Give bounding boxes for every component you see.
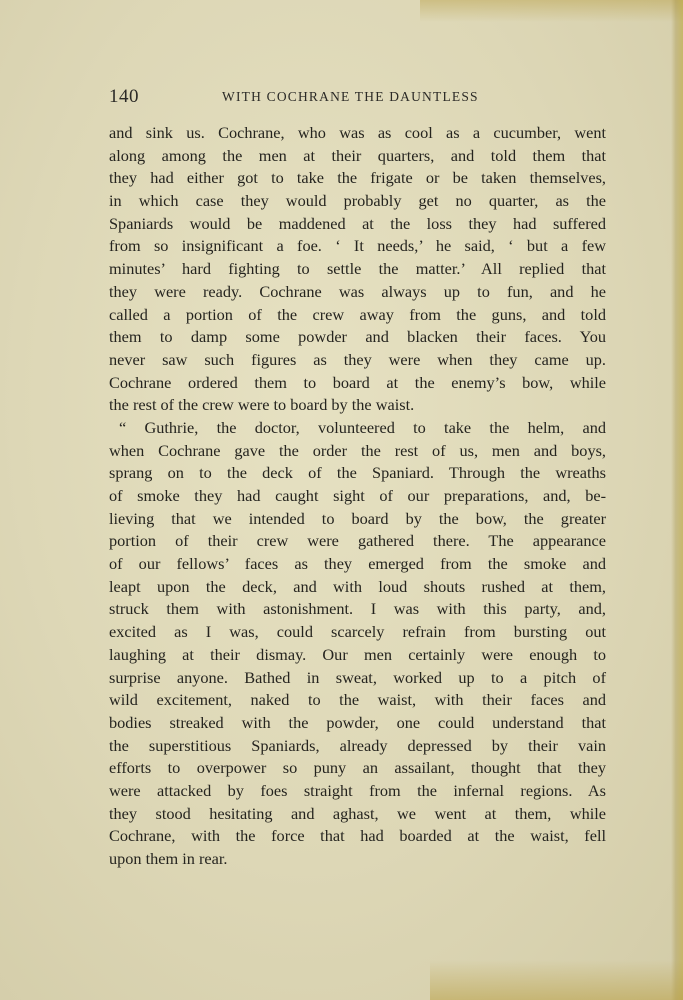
text-line: excited as I was, could scarcely refrain from bursting out (109, 622, 606, 642)
text-line: and sink us. Cochrane, who was as cool as a cucumber, went (109, 123, 606, 142)
text-line: called a portion of the crew away from the guns, and told (109, 304, 606, 324)
text-line: they had either got to take the frigate or be taken themselves, (109, 168, 606, 188)
text-line: Spaniards would be maddened at the loss they had suffered (109, 213, 606, 233)
page-edge-shadow-top (420, 0, 683, 22)
text-line: Cochrane, with the force that had boarded at the waist, fell (109, 826, 606, 846)
text-line: surprise anyone. Bathed in sweat, worked up to a pitch of (109, 667, 606, 687)
text-line: they were ready. Cochrane was always up to fun, and he (109, 281, 606, 301)
paragraph-last-line: the rest of the crew were to board by the waist. (109, 395, 415, 415)
text-line: struck them with astonishment. I was with this party, and, (109, 599, 606, 619)
text-line: when Cochrane gave the order the rest of us, men and boys, (109, 440, 606, 460)
text-line: wild excitement, naked to the waist, with their faces and (109, 690, 606, 710)
paragraph-last-line: upon them in rear. (109, 849, 228, 868)
text-line: from so insignificant a foe. ‘ It needs,’ he said, ‘ but a few (109, 236, 606, 256)
text-line: bodies streaked with the powder, one could understand that (109, 712, 606, 732)
text-line: they stood hesitating and aghast, we went at them, while (109, 803, 606, 823)
text-line: portion of their crew were gathered there. The appearance (109, 531, 606, 551)
text-line: Cochrane ordered them to board at the enemy’s bow, while (109, 372, 606, 392)
text-line: them to damp some powder and blacken their faces. You (109, 327, 606, 347)
text-line: lieving that we intended to board by the bow, the greater (109, 508, 606, 528)
page-header (109, 86, 606, 108)
page-number: 140 (109, 86, 139, 107)
text-line: in which case they would probably get no quarter, as the (109, 191, 606, 211)
text-line: along among the men at their quarters, and told them that (109, 145, 606, 165)
running-head: WITH COCHRANE THE DAUNTLESS (222, 89, 479, 104)
text-line: minutes’ hard fighting to settle the matter.’ All replied that (109, 259, 606, 279)
body-text (109, 122, 606, 871)
text-line: sprang on to the deck of the Spaniard. Through the wreaths (109, 463, 606, 483)
text-line: leapt upon the deck, and with loud shouts rushed at them, (109, 576, 606, 596)
text-line: of smoke they had caught sight of our preparations, and, be- (109, 486, 606, 505)
text-line: of our fellows’ faces as they emerged from the smoke and (109, 554, 606, 574)
page-edge-shadow-bottom (430, 960, 683, 1000)
text-line: efforts to overpower so puny an assailant, thought that they (109, 758, 606, 778)
text-line: never saw such figures as they were when they came up. (109, 349, 606, 369)
text-line: the superstitious Spaniards, already depressed by their vain (109, 735, 606, 755)
paragraph-first-line: “ Guthrie, the doctor, volunteered to take the helm, and (119, 417, 606, 437)
text-line: laughing at their dismay. Our men certainly were enough to (109, 644, 606, 664)
text-line: were attacked by foes straight from the infernal regions. As (109, 780, 606, 800)
page-edge-shadow-right (671, 0, 683, 1000)
